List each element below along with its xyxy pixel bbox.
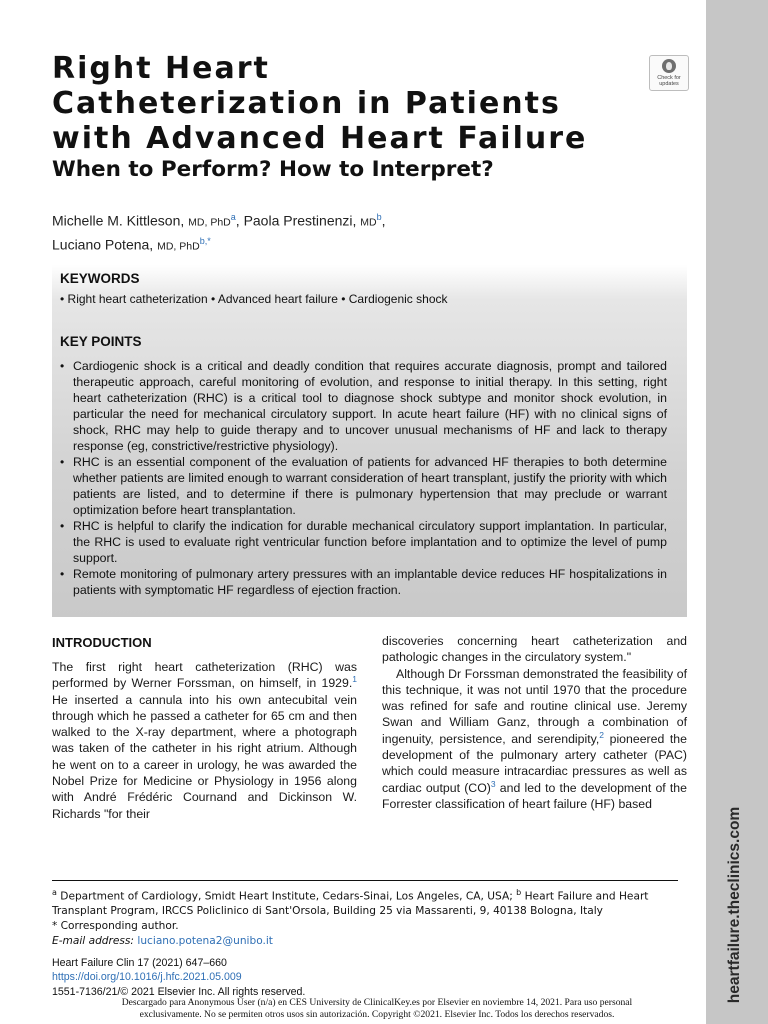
separator: , bbox=[381, 212, 386, 229]
email-link[interactable]: luciano.potena2@unibo.it bbox=[137, 934, 273, 947]
reference-link[interactable]: 1 bbox=[352, 674, 357, 685]
article-subtitle: When to Perform? How to Interpret? bbox=[52, 157, 494, 182]
footnotes bbox=[52, 886, 682, 949]
keywords-text: • Right heart catheterization • Advanced heart failure • Cardiogenic shock bbox=[60, 292, 448, 306]
author-name: Luciano Potena, bbox=[52, 236, 154, 253]
key-point-item: • RHC is an essential component of the evaluation of patients for advanced HF therapies to both determine whether patients are limited enough to warrant consideration of heart transplant, justify the priority with which patients are listed, and to determine if there is pulmonary hypertension that may preclude or warrant optimization before heart transplantation. bbox=[60, 454, 667, 518]
reference-link[interactable]: 2 bbox=[599, 729, 605, 740]
affiliation-mark: b bbox=[516, 888, 522, 897]
author-degree: MD, PhD bbox=[157, 240, 200, 253]
affiliation-mark[interactable]: b,* bbox=[199, 235, 211, 246]
paragraph-text: Although Dr Forssman demonstrated the feasibility of this technique, it was not until 1970 that the procedure was refined for safe and routine clinical use. Jeremy Swan and William Ganz, through a combination of ingenuity, persistence, and serendipity, bbox=[382, 666, 687, 746]
intro-paragraph-continued: discoveries concerning heart catheterization and pathologic changes in the circulatory system." bbox=[382, 634, 687, 665]
journal-url-vertical[interactable]: heartfailure.theclinics.com bbox=[726, 806, 743, 1004]
affiliation-mark[interactable]: b bbox=[376, 212, 382, 222]
paragraph-text: He inserted a cannula into his own antecubital vein through which he passed a catheter for 65 cm and then walked to the X-ray department, where a photograph was taken of the catheter in his right atrium. Although he went on to a career in urology, he was awarded the Nobel Prize for Medicine or Physiology in 1956 along with André Frédéric Cournand and Dickinson W. Richards "for their bbox=[52, 692, 357, 821]
affiliation-mark[interactable]: a bbox=[230, 212, 236, 222]
keywords-keypoints-box bbox=[52, 265, 687, 617]
section-heading: INTRODUCTION bbox=[52, 635, 152, 650]
author-list bbox=[52, 208, 612, 255]
keywords-heading: KEYWORDS bbox=[60, 271, 140, 286]
paragraph-text: The first right heart catheterization (RHC) was performed by Werner Forssman, on himself, in 1929. bbox=[52, 660, 357, 691]
reference-link[interactable]: 3 bbox=[490, 778, 496, 789]
separator: , bbox=[235, 212, 244, 229]
email-label: E-mail address: bbox=[52, 934, 135, 947]
paragraph-text: and led to the development of the Forrester classification of heart failure (HF) based bbox=[382, 780, 687, 811]
email-line bbox=[52, 934, 682, 949]
body-column-right bbox=[382, 633, 687, 812]
key-point-item: • RHC is helpful to clarify the indication for durable mechanical circulatory support implantation. In particular, the RHC is used to evaluate right ventricular function before implantation and to optimize the level of pump support. bbox=[60, 518, 667, 566]
body-column-left bbox=[52, 633, 357, 822]
copyright-line: 1551-7136/21/© 2021 Elsevier Inc. All rights reserved. bbox=[52, 985, 306, 998]
title-line: with Advanced Heart Failure bbox=[52, 121, 588, 156]
bookmark-icon bbox=[662, 59, 676, 73]
intro-paragraph bbox=[52, 659, 357, 822]
author-degree: MD bbox=[360, 216, 377, 229]
article-title bbox=[52, 51, 652, 156]
footnote-divider bbox=[52, 880, 678, 881]
key-point-item: • Remote monitoring of pulmonary artery pressures with an implantable device reduces HF hospitalizations in patients with symptomatic HF regardless of ejection fraction. bbox=[60, 566, 667, 598]
download-notice-line: Descargado para Anonymous User (n/a) en CES University de ClinicalKey.es por Elsevier en noviembre 14, 2021. Para uso personal bbox=[121, 997, 633, 1008]
journal-citation: Heart Failure Clin 17 (2021) 647–660 bbox=[52, 957, 227, 969]
key-points-list bbox=[60, 358, 667, 598]
paragraph-text: pioneered the development of the pulmonary artery catheter (PAC) which could measure intracardiac pressures as well as cardiac output (CO) bbox=[382, 731, 687, 795]
download-notice bbox=[52, 997, 702, 1020]
journal-info bbox=[52, 956, 305, 999]
affiliation-text: Department of Cardiology, Smidt Heart Institute, Cedars-Sinai, Los Angeles, CA, USA; bbox=[60, 890, 517, 903]
check-for-updates-badge[interactable] bbox=[649, 55, 689, 91]
author-name: Paola Prestinenzi, bbox=[243, 212, 357, 229]
author-degree: MD, PhD bbox=[188, 216, 231, 229]
badge-label: Check for updates bbox=[657, 75, 681, 87]
download-notice-line: exclusivamente. No se permiten otros usos sin autorización. Copyright ©2021. Elsevier Inc. Todos los derechos reservados. bbox=[139, 1008, 615, 1020]
title-line: Right Heart bbox=[52, 51, 270, 86]
title-line: Catheterization in Patients bbox=[52, 86, 561, 121]
corresponding-author: * Corresponding author. bbox=[52, 920, 179, 933]
intro-paragraph bbox=[382, 666, 687, 813]
affiliation-mark: a bbox=[52, 888, 57, 897]
affiliation-text: Heart Failure and Heart Transplant Program, IRCCS Policlinico di Sant'Orsola, Building 25 via Massarenti, 9, 40138 Bologna, Italy bbox=[52, 890, 649, 918]
key-point-item: • Cardiogenic shock is a critical and deadly condition that requires accurate diagnosis, prompt and tailored therapeutic approach, careful monitoring of evolution, and response to initial therapy. In this setting, right heart catheterization (RHC) is a critical tool to diagnose shock subtype and monitor shock evolution, in particular the need for mechanical circulatory support. In acute heart failure (HF) with no clinical signs of shock, RHC may help to guide therapy and to uncover unusual mechanisms of HF and lack to therapy response (eg, constrictive/restrictive physiology). bbox=[60, 358, 667, 454]
author-name: Michelle M. Kittleson, bbox=[52, 212, 185, 229]
affiliations bbox=[52, 886, 682, 919]
key-points-heading: KEY POINTS bbox=[60, 334, 142, 349]
doi-link[interactable]: https://doi.org/10.1016/j.hfc.2021.05.009 bbox=[52, 971, 242, 984]
